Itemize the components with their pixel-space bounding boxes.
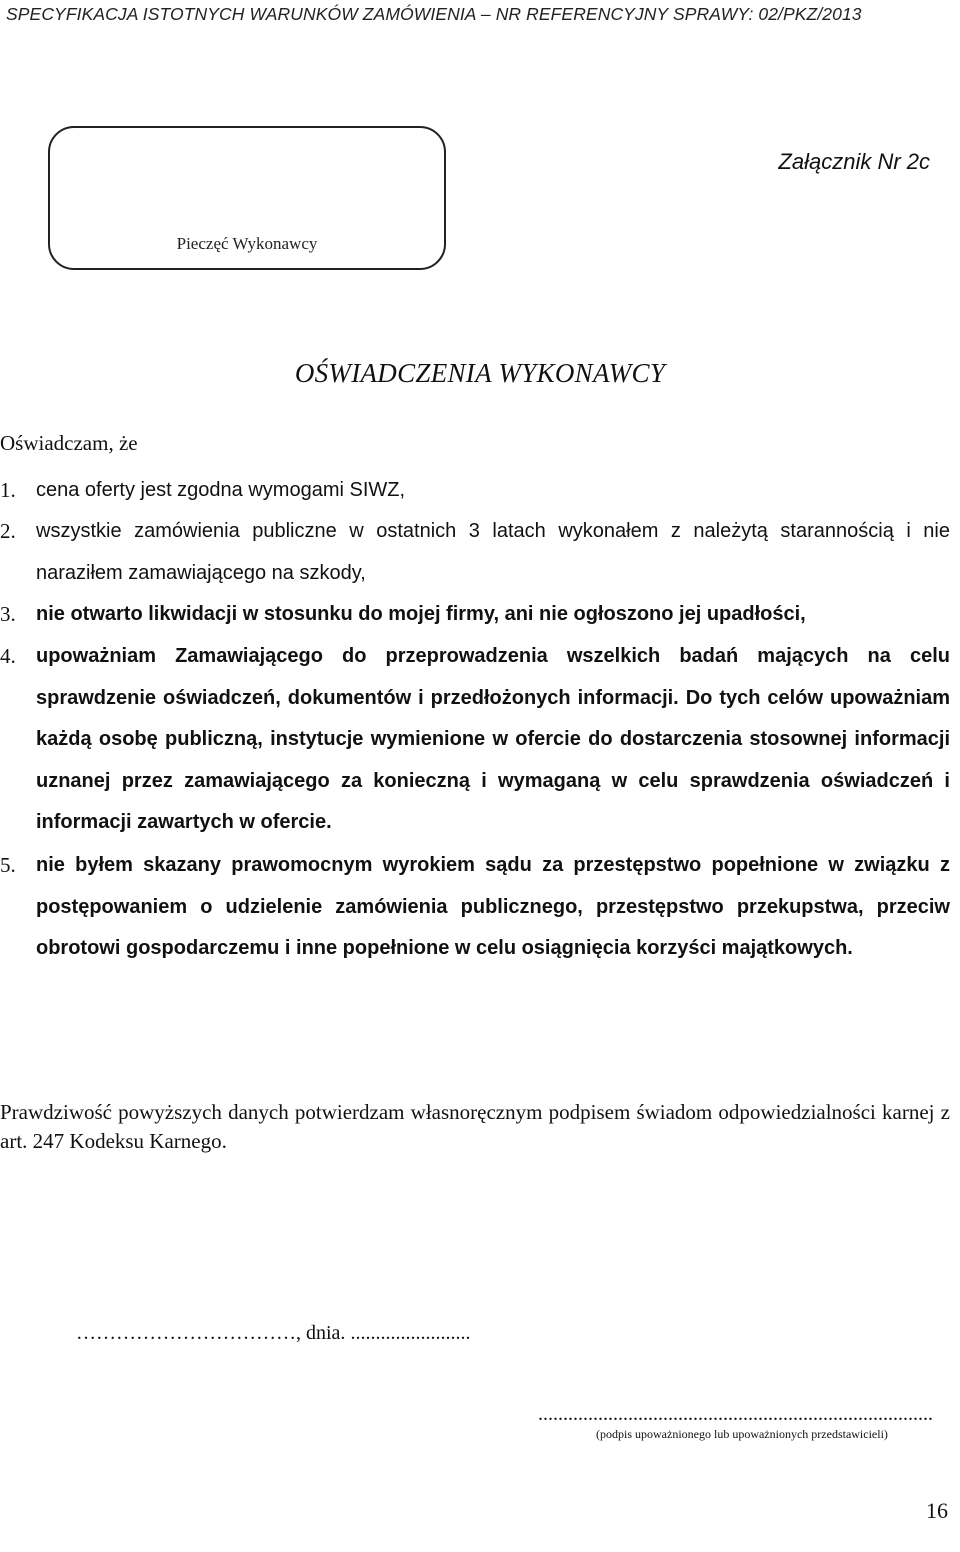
contractor-stamp-box [48,126,446,270]
annex-label: Załącznik Nr 2c [778,149,930,174]
item-text: nie otwarto likwidacji w stosunku do mojej firmy, ani nie ogłoszono jej upadłości, [36,603,806,625]
place-field-dots: …………………………… [76,1322,296,1344]
date-field-dots: ........................ [345,1322,471,1344]
signature-caption: (podpis upoważnionego lub upoważnionych przedstawicieli) [596,1427,888,1441]
declaration-item-2 [0,511,950,594]
confirmation-statement: Prawdziwość powyższych danych potwierdzam własnoręcznym podpisem świadom odpowiedzialności karnej z art. 247 Kodeksu Karnego. [0,1100,950,1153]
running-header: SPECYFIKACJA ISTOTNYCH WARUNKÓW ZAMÓWIENIA – NR REFERENCYJNY SPRAWY: 02/PKZ/2013 [6,4,862,24]
item-number: 1. [0,478,16,502]
date-label: , dnia. [296,1322,346,1344]
document-title: OŚWIADCZENIA WYKONAWCY [294,358,666,388]
item-number: 3. [0,602,16,626]
declaration-item-5 [0,845,950,970]
declaration-intro: Oświadczam, że [0,431,138,455]
declaration-item-4 [0,636,950,844]
page-number: 16 [926,1498,948,1523]
item-text: nie byłem skazany prawomocnym wyrokiem sądu za przestępstwo popełnione w związku z postępowaniem o udzielenie zamówienia publicznego, przestępstwo przekupstwa, przeciw obrotowi gospodarczemu i inne popełnione w celu osiągnięcia korzyści majątkowych. [36,854,950,959]
item-text: upoważniam Zamawiającego do przeprowadzenia wszelkich badań mających na celu sprawdzenie oświadczeń, dokumentów i przedłożonych informacji. Do tych celów upoważniam każdą osobę publiczną, instytucje wymienione w ofercie do dostarczenia stosownej informacji uznanej przez zamawiającego za konieczną i wymaganą w celu sprawdzenia oświadczeń i informacji zawartych w ofercie. [36,645,950,833]
item-number: 5. [0,853,16,877]
item-number: 4. [0,644,16,668]
place-date-line [76,1322,470,1345]
contractor-stamp-label: Pieczęć Wykonawcy [176,234,318,253]
item-text: wszystkie zamówienia publiczne w ostatnich 3 latach wykonałem z należytą starannością i nie naraziłem zamawiającego na szkody, [36,520,950,584]
declaration-item-3 [0,594,950,636]
declaration-item-1 [0,470,950,512]
item-number: 2. [0,519,16,543]
signature-line: ............................................................................... [538,1404,933,1424]
item-text: cena oferty jest zgodna wymogami SIWZ, [36,479,406,501]
